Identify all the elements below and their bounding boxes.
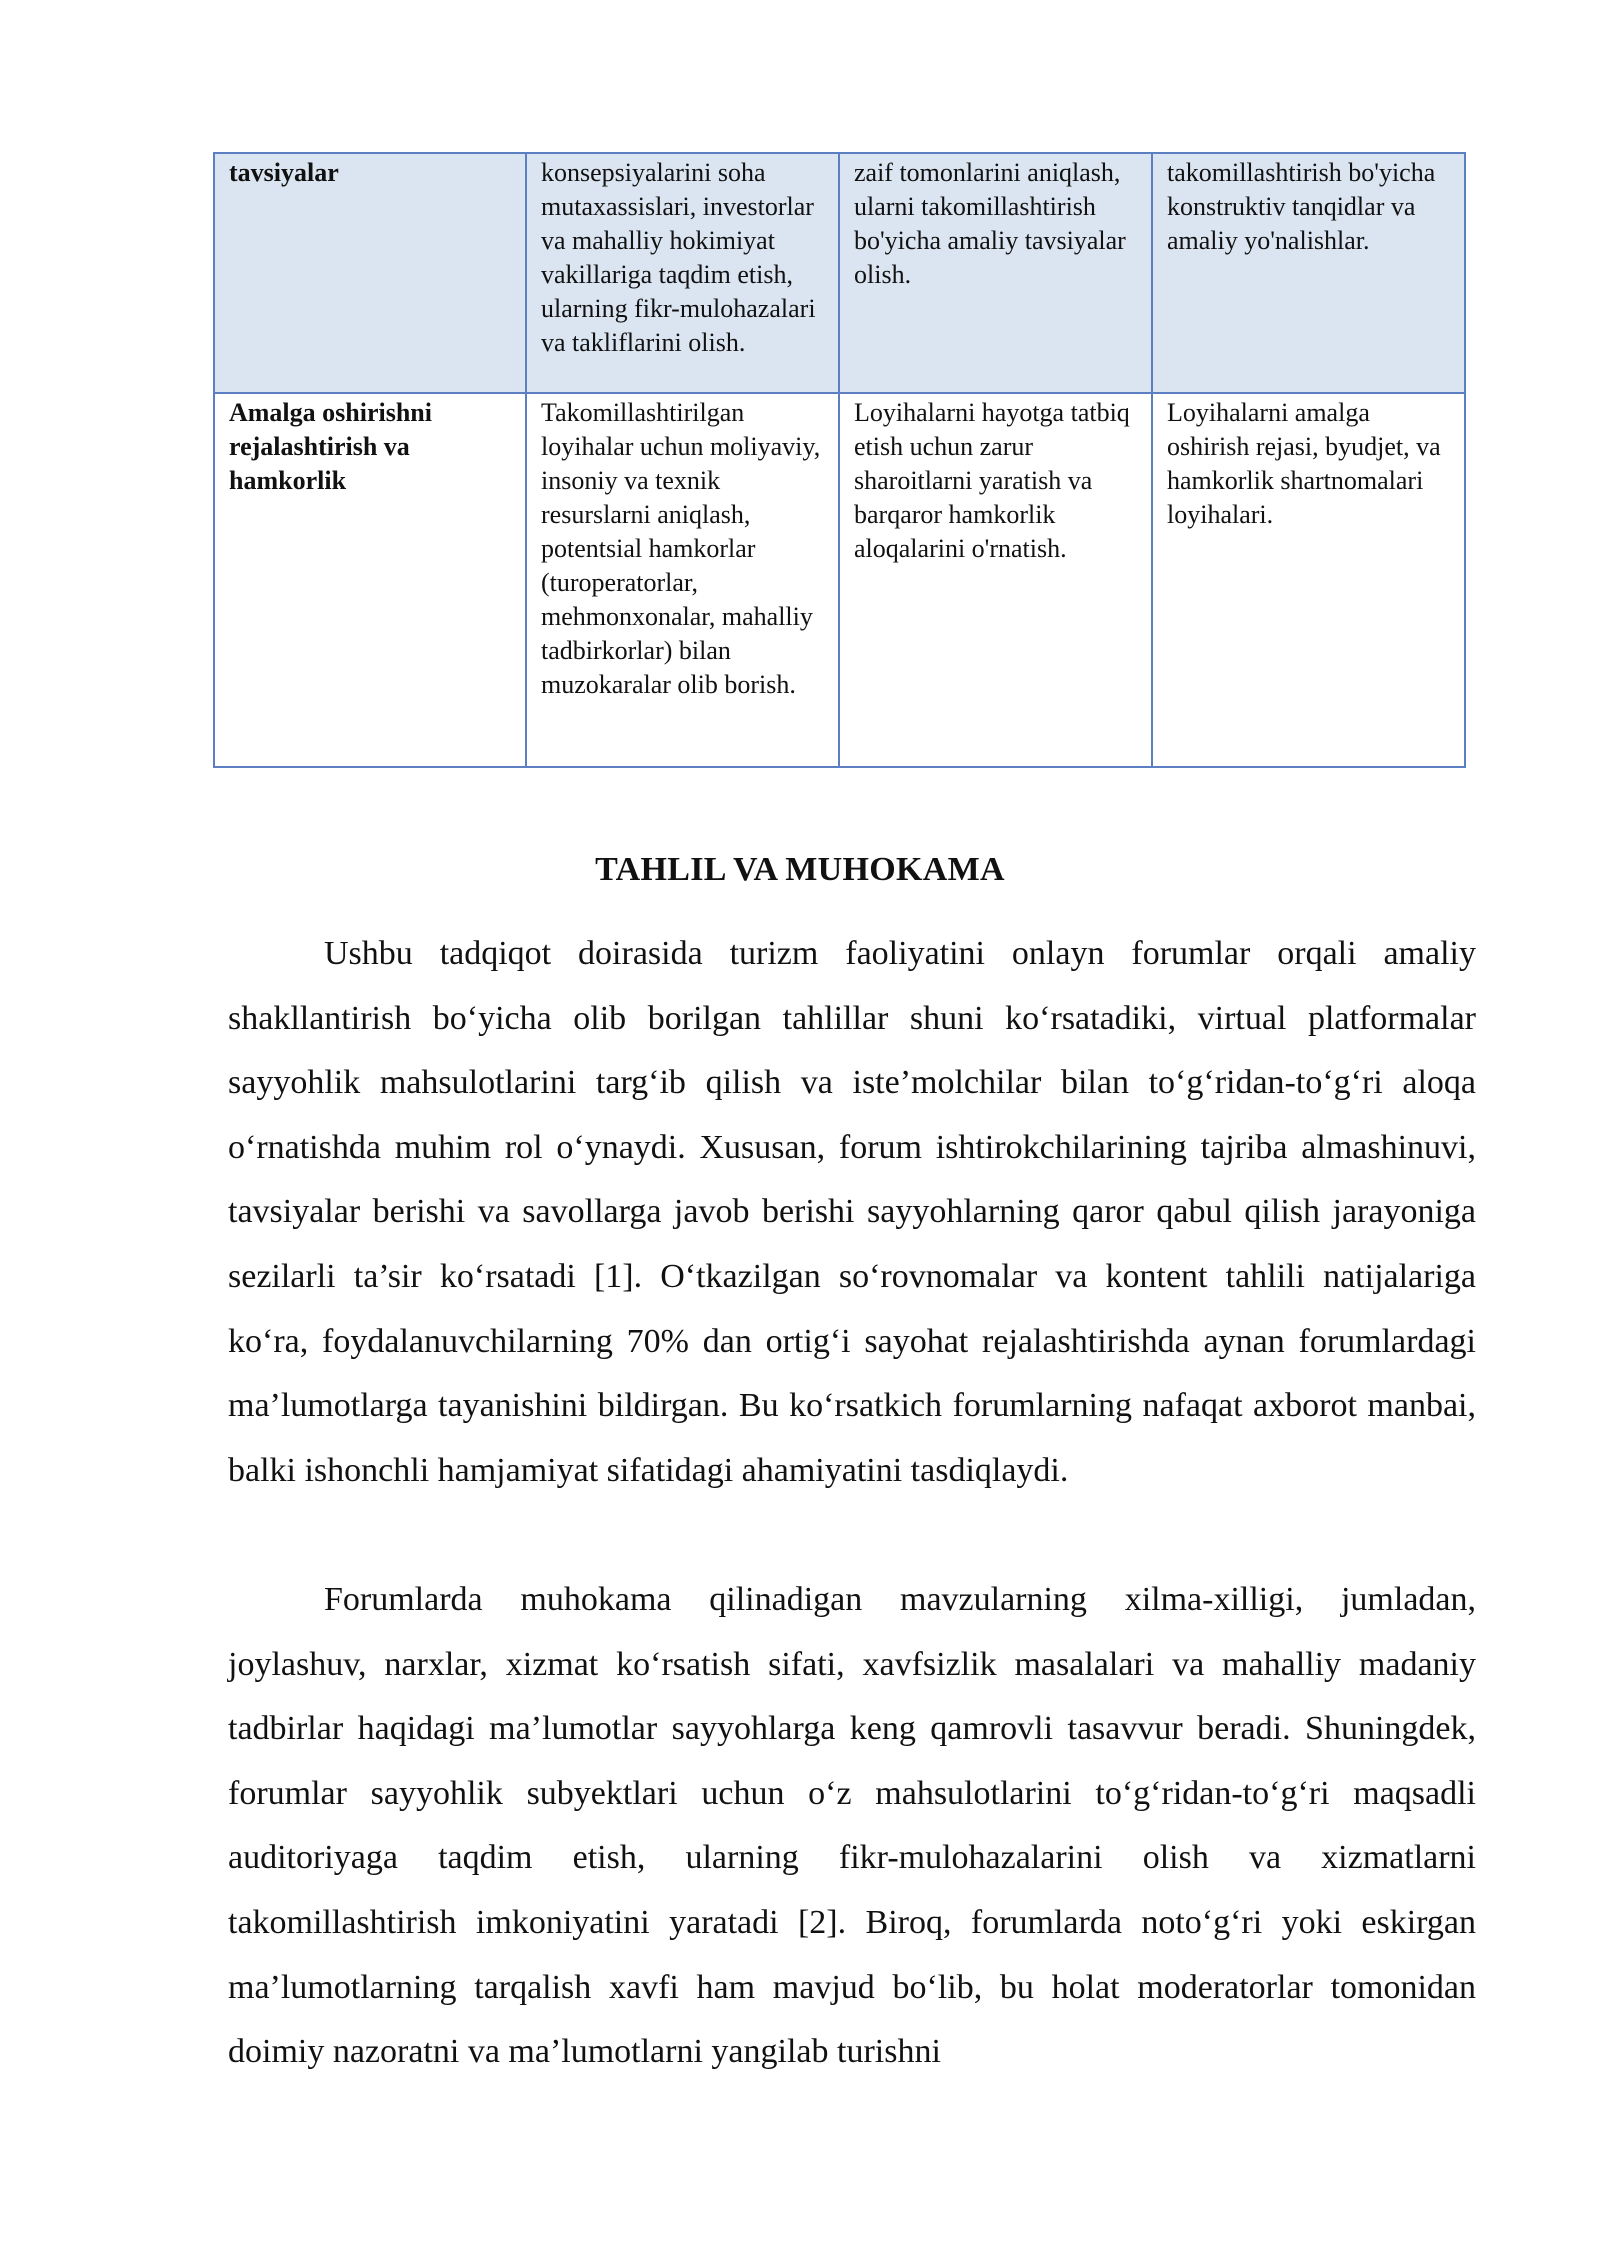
table-cell: konsepsiyalarini soha mutaxassislari, investorlar va mahalliy hokimiyat vakillariga taqdim etish, ularning fikr-mulohazalari va takliflarini olish. <box>526 153 839 393</box>
table-row <box>214 393 1465 767</box>
section-title: TAHLIL VA MUHOKAMA <box>595 851 1005 888</box>
body-paragraph <box>228 922 1476 1503</box>
paragraph-text: Forumlarda muhokama qilinadigan mavzularning xilma-xilligi, jumladan, joylashuv, narxlar, xizmat ko‘rsatish sifati, xavfsizlik masalalari va mahalliy madaniy tadbirlar haqidagi ma’lumotlar sayyohlarga keng qamrovli tasavvur beradi. Shuningdek, forumlar sayyohlik subyektlari uchun o‘z mahsulotlarini to‘g‘ridan-to‘g‘ri maqsadli auditoriyaga taqdim etish, ularning fikr-mulohazalarini olish va xizmatlarni takomillashtirish imkoniyatini yaratadi [2]. Biroq, forumlarda noto‘g‘ri yoki eskirgan ma’lumotlarning tarqalish xavfi ham mavjud bo‘lib, bu holat moderatorlar tomonidan doimiy nazoratni va ma’lumotlarni yangilab turishni <box>228 1581 1476 2071</box>
table-cell: Loyihalarni amalga oshirish rejasi, byudjet, va hamkorlik shartnomalari loyihalari. <box>1152 393 1465 767</box>
table-cell: Takomillashtirilgan loyihalar uchun moliyaviy, insoniy va texnik resurslarni aniqlash, potentsial hamkorlar (turoperatorlar, mehmonxonalar, mahalliy tadbirkorlar) bilan muzokaralar olib borish. <box>526 393 839 767</box>
table-cell: takomillashtirish bo'yicha konstruktiv tanqidlar va amaliy yo'nalishlar. <box>1152 153 1465 393</box>
methodology-table <box>213 152 1466 768</box>
table-cell: Loyihalarni hayotga tatbiq etish uchun zarur sharoitlarni yaratish va barqaror hamkorlik aloqalarini o'rnatish. <box>839 393 1152 767</box>
table-row-heading: tavsiyalar <box>214 153 526 393</box>
paragraph-text: Ushbu tadqiqot doirasida turizm faoliyatini onlayn forumlar orqali amaliy shakllantirish bo‘yicha olib borilgan tahlillar shuni ko‘rsatadiki, virtual platformalar sayyohlik mahsulotlarini targ‘ib qilish va iste’molchilar bilan to‘g‘ridan-to‘g‘ri aloqa o‘rnatishda muhim rol o‘ynaydi. Xususan, forum ishtirokchilarining tajriba almashinuvi, tavsiyalar berishi va savollarga javob berishi sayyohlarning qaror qabul qilish jarayoniga sezilarli ta’sir ko‘rsatadi [1]. O‘tkazilgan so‘rovnomalar va kontent tahlili natijalariga ko‘ra, foydalanuvchilarning 70% dan ortig‘i sayohat rejalashtirishda aynan forumlardagi ma’lumotlarga tayanishini bildirgan. Bu ko‘rsatkich forumlarning nafaqat axborot manbai, balki ishonchli hamjamiyat sifatidagi ahamiyatini tasdiqlaydi. <box>228 935 1476 1489</box>
table-row-heading: Amalga oshirishni rejalashtirish va hamkorlik <box>214 393 526 767</box>
table-row <box>214 153 1465 393</box>
table-cell: zaif tomonlarini aniqlash, ularni takomillashtirish bo'yicha amaliy tavsiyalar olish. <box>839 153 1152 393</box>
body-paragraph <box>228 1568 1476 2085</box>
